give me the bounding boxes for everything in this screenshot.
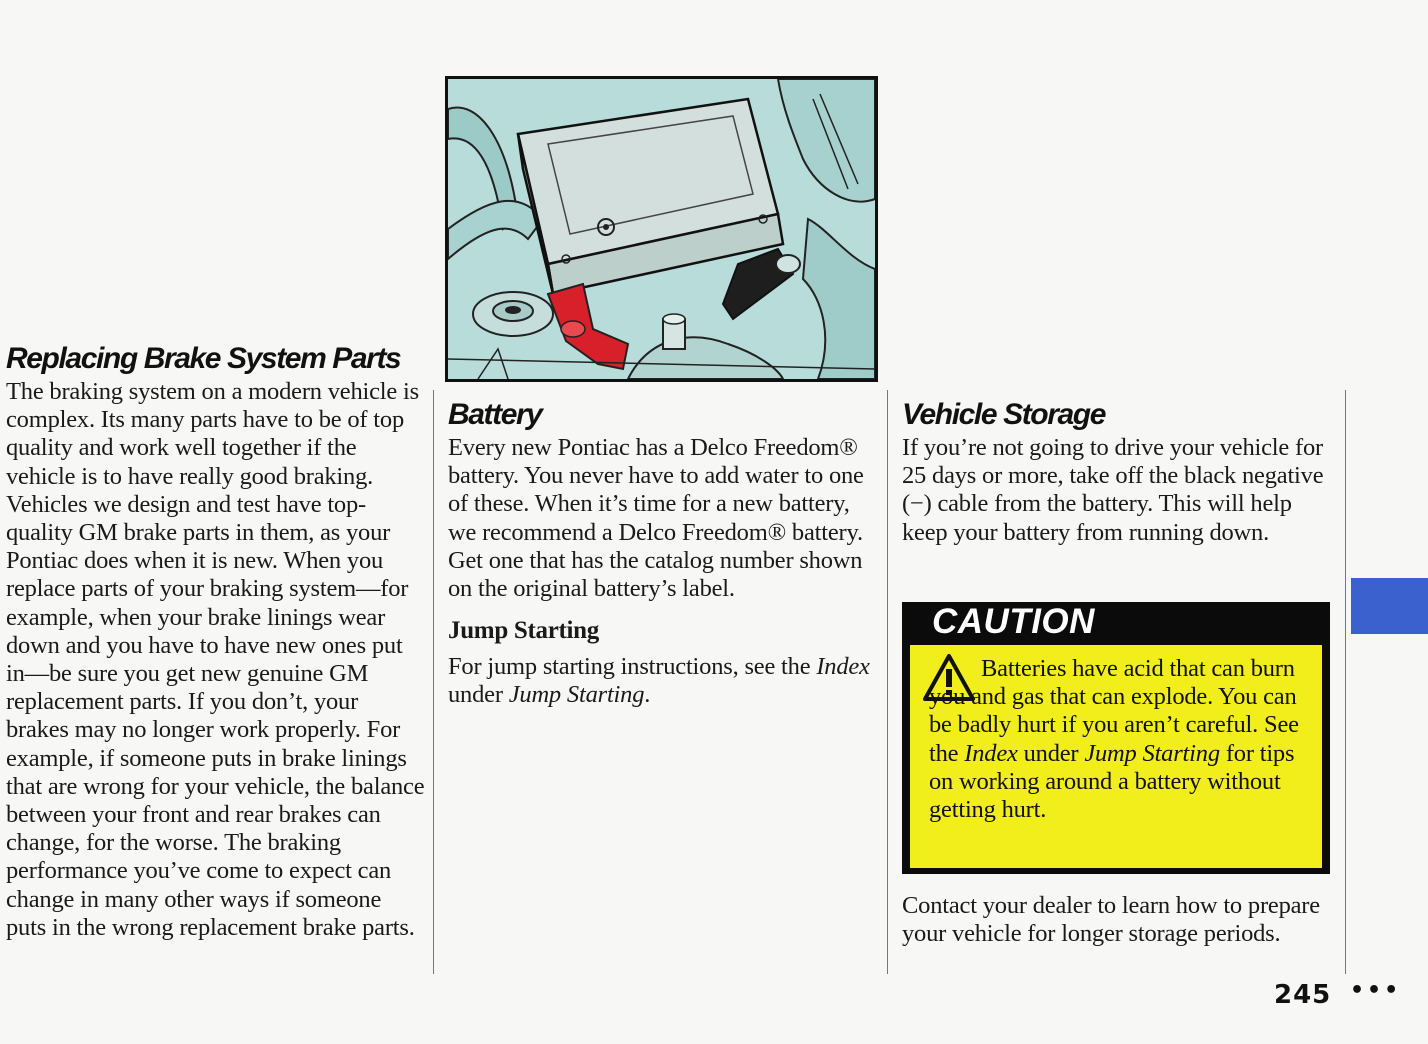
caution-box	[902, 602, 1330, 874]
battery-illustration	[445, 76, 878, 382]
battery-body: Every new Pontiac has a Delco Freedom® battery. You never have to add water to one of these. When it’s time for a new battery, we recommend a Delco Freedom® battery. Get one that has the catalog number shown on the original battery’s label.	[448, 434, 864, 603]
section-tab-marker	[1351, 578, 1428, 634]
index-reference: Index	[816, 653, 870, 681]
jump-starting-heading: Jump Starting	[448, 617, 599, 645]
jump-starting-reference: Jump Starting	[508, 681, 645, 709]
page-number: 245	[1274, 980, 1332, 1010]
battery-section	[448, 398, 876, 710]
column-rule-1	[433, 390, 434, 974]
caution-text: Batteries have acid that can burn you and gas that can explode. You can be badly hurt if you aren’t careful. See the Index under Jump Starting for tips on working around a battery without getting hurt.	[929, 655, 1299, 824]
vehicle-storage-body: If you’re not going to drive your vehicle for 25 days or more, take off the black negative (−) cable from the battery. This will help keep your battery from running down.	[902, 434, 1324, 546]
caution-jump-reference: Jump Starting	[1084, 739, 1220, 767]
brake-parts-section	[6, 342, 426, 942]
brake-parts-heading: Replacing Brake System Parts	[6, 342, 401, 375]
battery-heading: Battery	[448, 398, 542, 431]
caution-index-reference: Index	[964, 739, 1018, 767]
vehicle-storage-heading: Vehicle Storage	[902, 398, 1105, 431]
brake-parts-body: The braking system on a modern vehicle is complex. Its many parts have to be of top quality and work well together if the vehicle is to have really good braking. Vehicles we design and test have top-quality GM brake parts in them, as your Pontiac does when it is new. When you replace parts of your braking system—for example, when your brake linings wear down and you have to have new ones put in—be sure you get new genuine GM replacement parts. If you don’t, your brakes may no longer work properly. For example, if someone puts in brake linings that are wrong for your vehicle, the balance between your front and rear brakes can change, for the worse. The braking performance you’ve come to expect can change in many other ways if someone puts in the wrong replacement brake parts.	[6, 378, 425, 941]
column-rule-3	[1345, 390, 1346, 974]
column-rule-2	[887, 390, 888, 974]
battery-engine-drawing	[448, 79, 875, 379]
storage-after-caution	[902, 892, 1332, 948]
storage-dealer-text: Contact your dealer to learn how to prepare your vehicle for longer storage periods.	[902, 892, 1320, 948]
page-continuation-dots: •••	[1350, 978, 1402, 1003]
vehicle-storage-section	[902, 398, 1332, 547]
caution-body	[910, 645, 1322, 868]
jump-starting-text: For jump starting instructions, see the Index under Jump Starting.	[448, 653, 870, 709]
caution-label: CAUTION	[932, 602, 1095, 641]
